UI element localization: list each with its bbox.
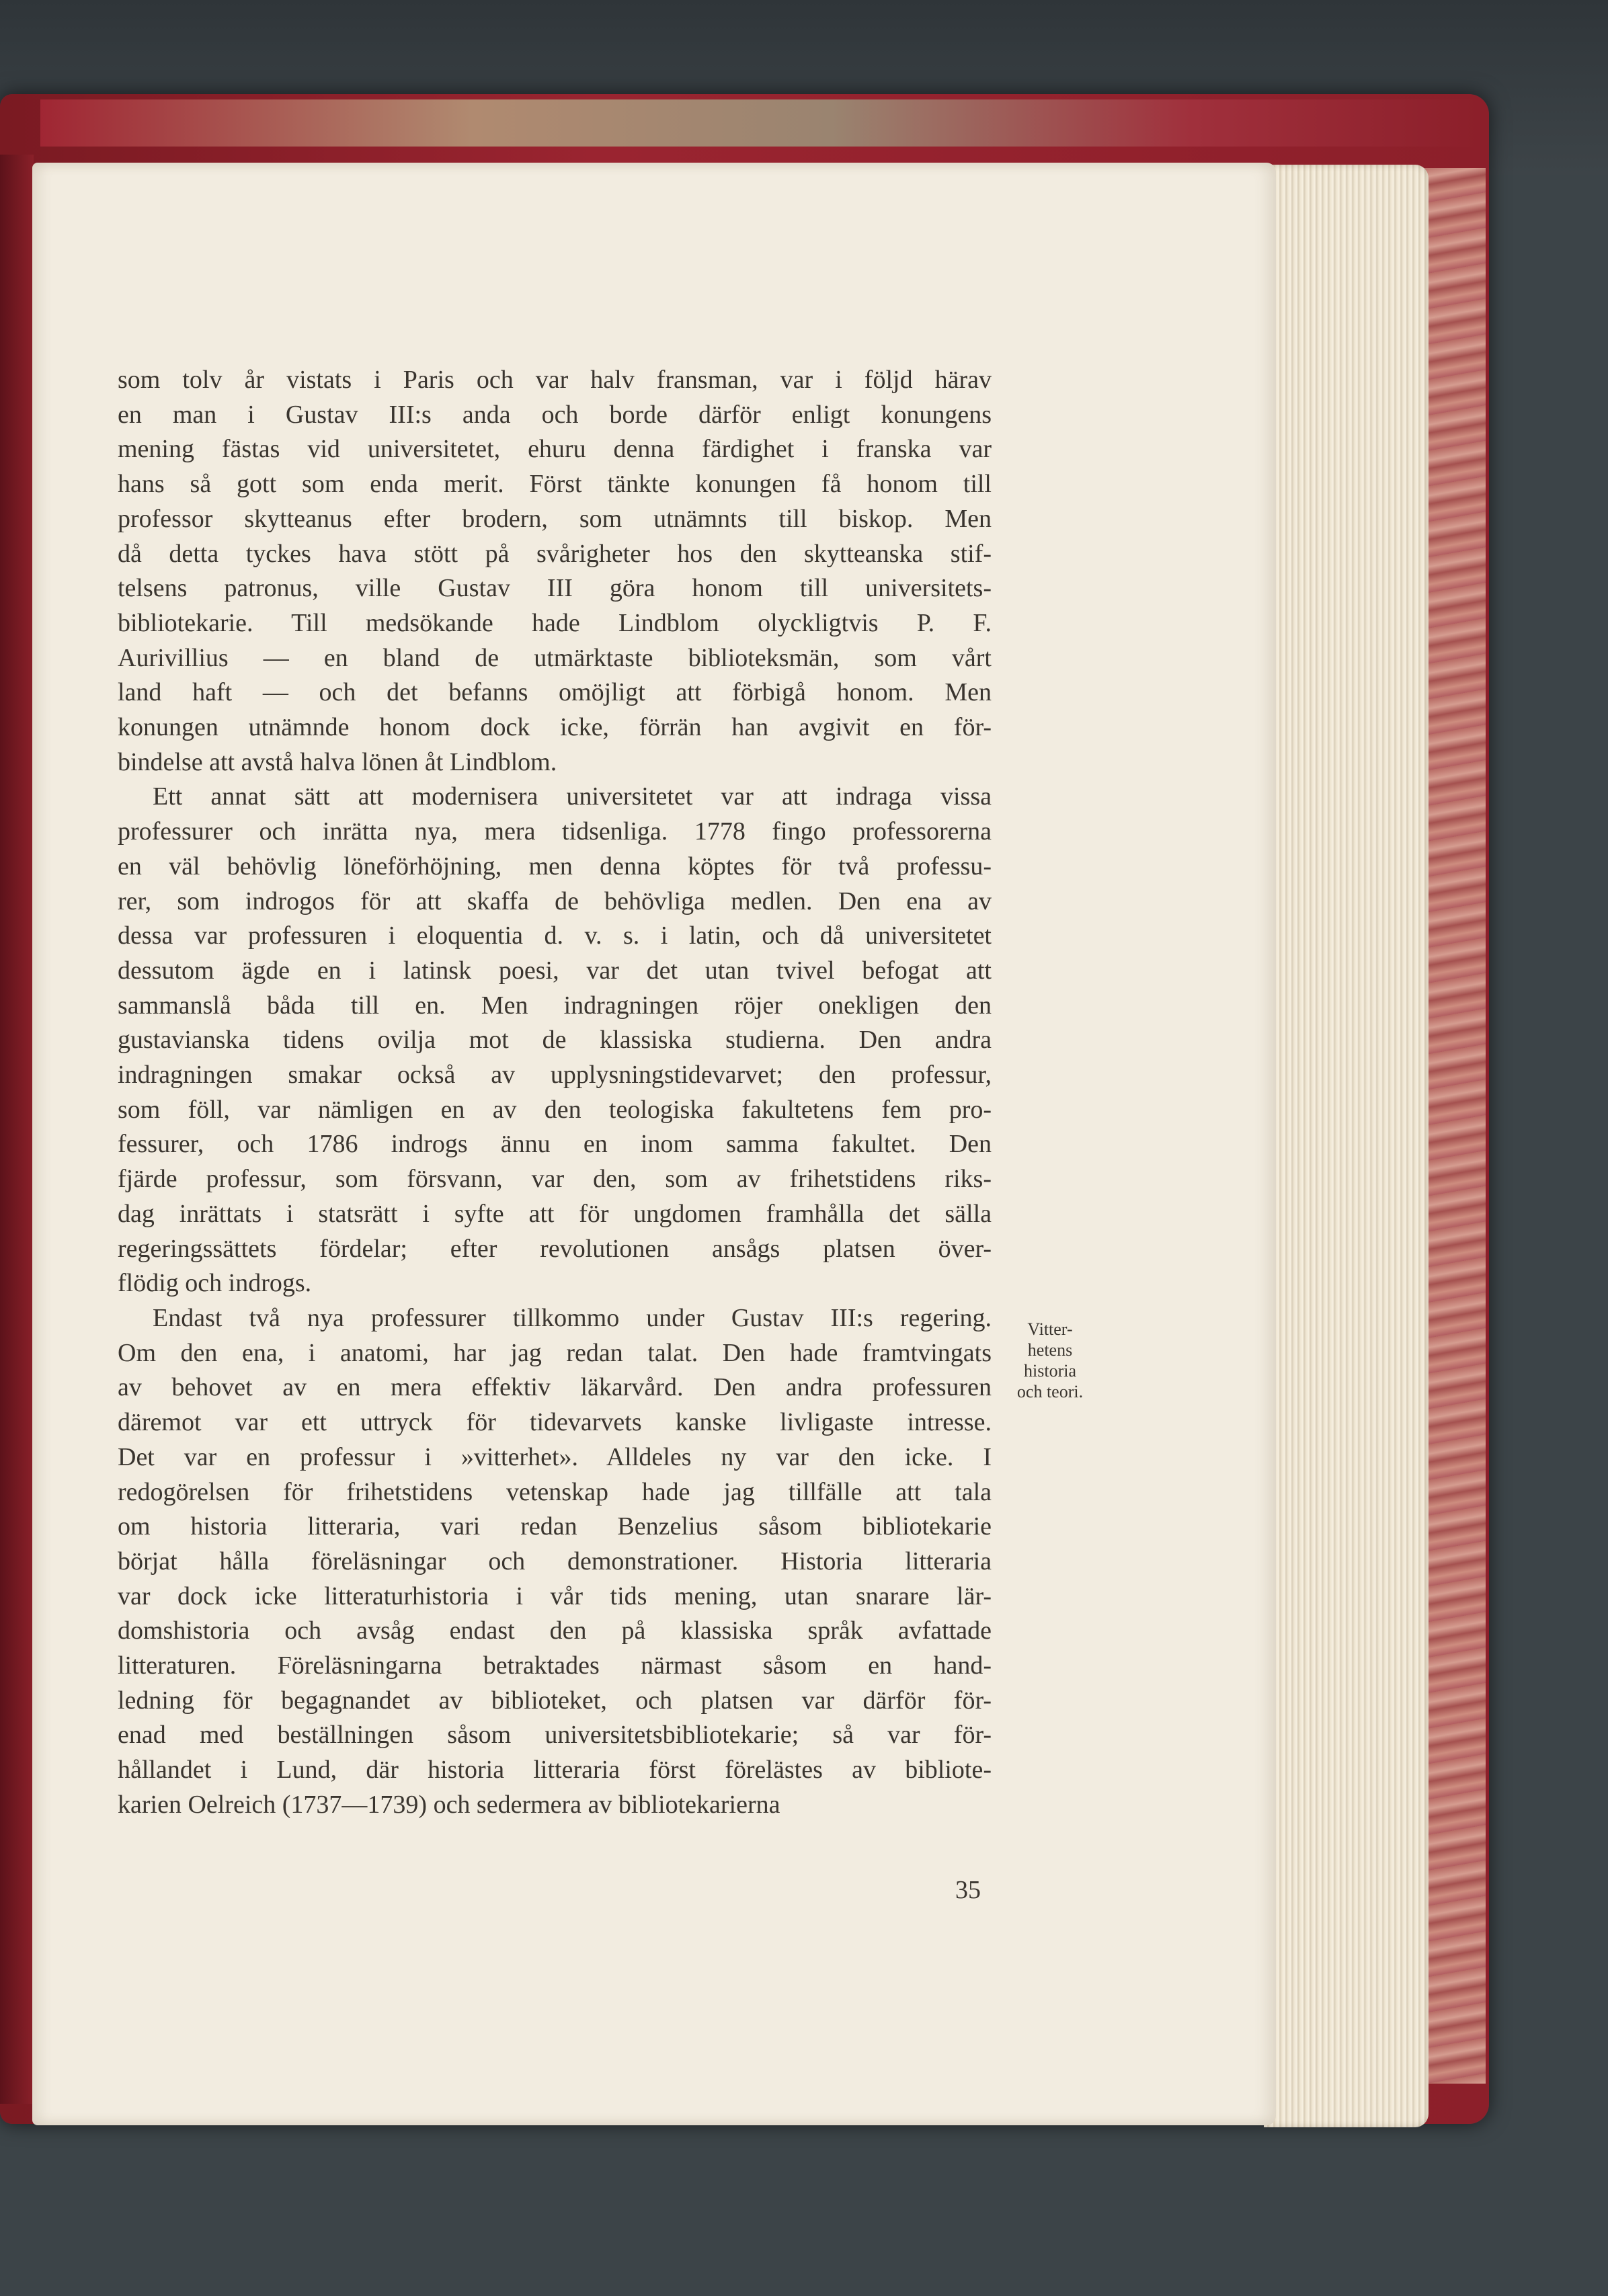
- text-line: konungen utnämnde honom dock icke, förrän han avgivit en för-: [118, 713, 992, 742]
- text-line: Aurivillius — en bland de utmärktaste biblioteksmän, som vårt: [118, 643, 992, 672]
- text-line: bindelse att avstå halva lönen åt Lindblom.: [118, 747, 557, 776]
- text-line: var dock icke litteraturhistoria i vår tids mening, utan snarare lär-: [118, 1582, 992, 1610]
- text-line: hållandet i Lund, där historia litteraria först förelästes av bibliote-: [118, 1756, 992, 1785]
- text-line: dessa var professuren i eloquentia d. v. s. i latin, och då universitetet: [118, 921, 992, 950]
- body-text: [118, 363, 992, 1823]
- text-line: sammanslå båda till en. Men indragningen röjer onekligen den: [118, 991, 992, 1020]
- binding-left-edge: [0, 155, 34, 2104]
- text-line: en man i Gustav III:s anda och borde därför enligt konungens: [118, 400, 992, 429]
- text-line: land haft — och det befanns omöjligt att förbigå honom. Men: [118, 678, 992, 707]
- page-edges: [1264, 165, 1429, 2127]
- margin-note-line: historia: [1024, 1361, 1076, 1381]
- text-line: professor skytteanus efter brodern, som utnämnts till biskop. Men: [118, 504, 992, 533]
- text-line: Endast två nya professurer tillkommo under Gustav III:s regering.: [153, 1303, 992, 1332]
- text-line: Ett annat sätt att modernisera universitetet var att indraga vissa: [153, 782, 992, 811]
- binding-top-band: [40, 99, 1479, 147]
- text-line: som föll, var nämligen en av den teologiska fakultetens fem pro-: [118, 1095, 992, 1124]
- text-line: fessurer, och 1786 indrogs ännu en inom samma fakultet. Den: [118, 1130, 992, 1159]
- text-line: domshistoria och avsåg endast den på klassiska språk avfattade: [118, 1616, 992, 1645]
- text-line: Om den ena, i anatomi, har jag redan talat. Den hade framtvingats: [118, 1338, 992, 1367]
- text-line: karien Oelreich (1737—1739) och sedermera av bibliotekarierna: [118, 1790, 780, 1819]
- text-line: mening fästas vid universitetet, ehuru denna färdighet i franska var: [118, 435, 992, 464]
- text-line: av behovet av en mera effektiv läkarvård. Den andra professuren: [118, 1373, 992, 1402]
- text-line: professurer och inrätta nya, mera tidsenliga. 1778 fingo professorerna: [118, 817, 992, 846]
- text-line: regeringssättets fördelar; efter revolutionen ansågs platsen över-: [118, 1234, 992, 1263]
- text-line: ledning för begagnandet av biblioteket, och platsen var därför för-: [118, 1686, 992, 1715]
- text-line: redogörelsen för frihetstidens vetenskap hade jag tillfälle att tala: [118, 1477, 992, 1506]
- margin-note-line: hetens: [1027, 1340, 1073, 1360]
- text-line: Det var en professur i »vitterhet». Alldeles ny var den icke. I: [118, 1442, 992, 1471]
- text-line: dessutom ägde en i latinsk poesi, var det utan tvivel befogat att: [118, 956, 992, 985]
- text-line: dag inrättats i statsrätt i syfte att för ungdomen framhålla det sälla: [118, 1199, 992, 1228]
- page-number: 35: [955, 1876, 981, 1904]
- text-line: bibliotekarie. Till medsökande hade Lindblom olyckligtvis P. F.: [118, 608, 992, 637]
- text-line: indragningen smakar också av upplysningstidevarvet; den professur,: [118, 1061, 992, 1090]
- marbled-edge: [1422, 168, 1486, 2084]
- margin-note: [996, 1319, 1104, 1402]
- margin-note-line: och teori.: [1016, 1382, 1084, 1401]
- text-line: litteraturen. Föreläsningarna betraktades närmast såsom en hand-: [118, 1651, 992, 1680]
- text-line: hans så gott som enda merit. Först tänkte konungen få honom till: [118, 470, 992, 499]
- text-line: enad med beställningen såsom universitetsbibliotekarie; så var för-: [118, 1721, 992, 1750]
- margin-note-line: Vitter-: [1027, 1319, 1073, 1339]
- text-line: börjat hålla föreläsningar och demonstrationer. Historia litteraria: [118, 1547, 992, 1575]
- text-line: då detta tyckes hava stött på svårigheter hos den skytteanska stif-: [118, 539, 992, 568]
- text-line: gustavianska tidens ovilja mot de klassiska studierna. Den andra: [118, 1026, 992, 1055]
- text-line: däremot var ett uttryck för tidevarvets kanske livligaste intresse.: [118, 1408, 992, 1437]
- text-line: en väl behövlig löneförhöjning, men denna köptes för två professu-: [118, 852, 992, 880]
- text-line: flödig och indrogs.: [118, 1269, 312, 1298]
- text-line: som tolv år vistats i Paris och var halv fransman, var i följd härav: [118, 366, 992, 394]
- text-line: telsens patronus, ville Gustav III göra honom till universitets-: [118, 574, 992, 603]
- text-line: rer, som indrogos för att skaffa de behövliga medlen. Den ena av: [118, 887, 992, 915]
- text-line: fjärde professur, som försvann, var den, som av frihetstidens riks-: [118, 1165, 992, 1194]
- text-line: om historia litteraria, vari redan Benzelius såsom bibliotekarie: [118, 1512, 992, 1541]
